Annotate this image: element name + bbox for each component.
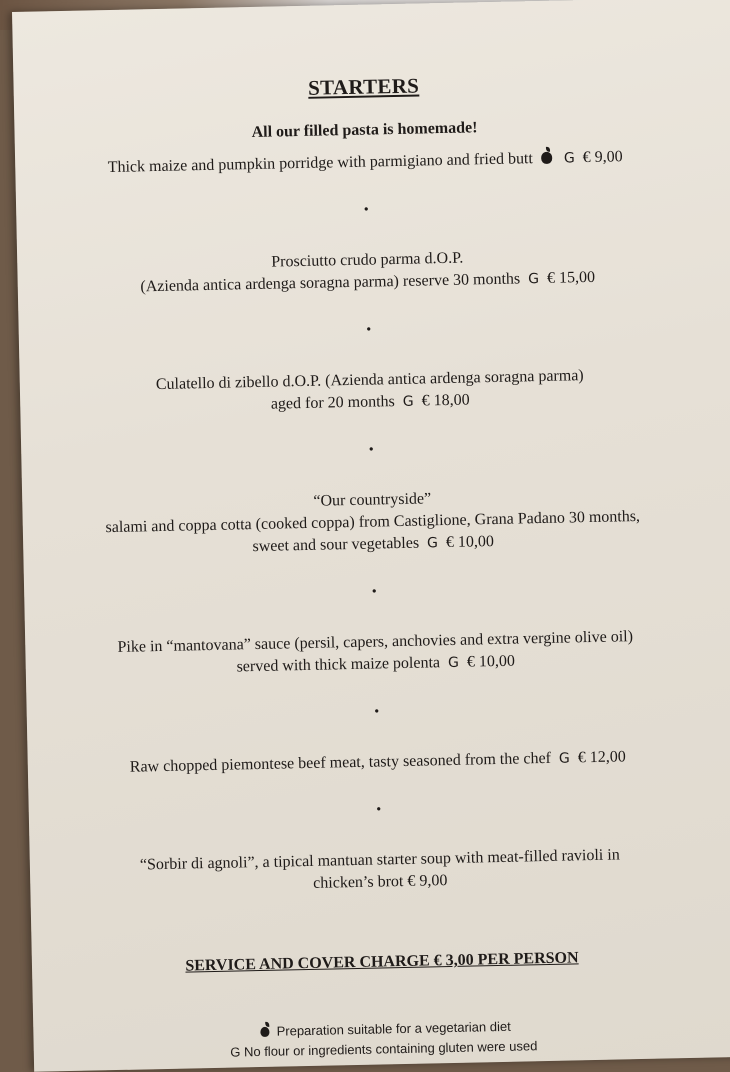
legend-gluten-free-text: No flour or ingredients containing gluten were used bbox=[243, 1038, 538, 1060]
legend-vegetarian-text: Preparation suitable for a vegetarian diet bbox=[276, 1018, 511, 1039]
menu-item-pike bbox=[45, 625, 706, 683]
dish-description: aged for 20 months bbox=[270, 393, 395, 413]
vegetarian-apple-icon bbox=[541, 152, 552, 164]
gluten-free-icon: G bbox=[447, 654, 460, 672]
dish-name: “Our countryside” bbox=[313, 490, 432, 510]
separator-bullet: • bbox=[366, 322, 372, 338]
dish-price: € 18,00 bbox=[421, 391, 470, 410]
dish-name: Raw chopped piemontese beef meat, tasty seasoned from the chef bbox=[129, 749, 552, 776]
menu-item-porridge bbox=[35, 145, 695, 181]
menu-content bbox=[33, 58, 714, 1067]
menu-page bbox=[12, 0, 730, 1072]
dish-name: Culatello di zibello d.O.P. (Azienda antica ardenga soragna parma) bbox=[155, 367, 584, 394]
gluten-free-icon: G bbox=[426, 535, 439, 552]
dish-description: Thick maize and pumpkin porridge with parmigiano and fried butt bbox=[107, 150, 534, 177]
gluten-free-icon: G bbox=[402, 393, 414, 410]
service-charge-note: SERVICE AND COVER CHARGE € 3,00 PER PERSON bbox=[185, 949, 579, 975]
dish-price: € 10,00 bbox=[445, 533, 495, 552]
separator-bullet: • bbox=[374, 704, 380, 720]
dish-name: Pike in “mantovana” sauce (persil, capers, anchovies and extra vergine olive oil) bbox=[117, 628, 634, 656]
menu-item-culatello bbox=[40, 363, 701, 421]
separator-bullet: • bbox=[376, 802, 382, 818]
separator-bullet: • bbox=[368, 442, 374, 458]
menu-item-prosciutto bbox=[37, 243, 698, 301]
dish-description-continued: sweet and sour vegetables bbox=[252, 534, 420, 556]
dish-description: salami and coppa cotta (cooked coppa) from Castiglione, Grana Padano 30 months, bbox=[105, 507, 641, 537]
dish-name: “Sorbir di agnoli”, a tipical mantuan starter soup with meat-filled ravioli in bbox=[139, 846, 620, 874]
gluten-free-icon: G bbox=[528, 271, 540, 288]
gluten-free-icon: G bbox=[558, 750, 570, 767]
dish-price: € 10,00 bbox=[466, 652, 516, 671]
dish-description: (Azienda antica ardenga soragna parma) reserve 30 months bbox=[140, 270, 521, 296]
vegetarian-apple-icon bbox=[260, 1027, 269, 1037]
menu-subheading: All our filled pasta is homemade! bbox=[251, 119, 478, 142]
dish-description: served with thick maize polenta bbox=[236, 654, 441, 676]
dish-description: chicken’s brot bbox=[313, 872, 404, 892]
gluten-free-icon: G bbox=[563, 150, 575, 167]
dish-name: Prosciutto crudo parma d.O.P. bbox=[271, 249, 464, 271]
dish-price: € 12,00 bbox=[577, 748, 626, 767]
page-title: STARTERS bbox=[307, 73, 420, 100]
dish-price: € 9,00 bbox=[407, 872, 448, 890]
menu-item-beef bbox=[48, 745, 708, 781]
separator-bullet: • bbox=[363, 202, 369, 218]
dish-price: € 9,00 bbox=[582, 148, 623, 167]
dietary-legend bbox=[53, 1013, 714, 1067]
menu-item-countryside bbox=[42, 483, 703, 563]
menu-item-sorbir bbox=[50, 843, 711, 901]
separator-bullet: • bbox=[371, 584, 377, 600]
dish-price: € 15,00 bbox=[546, 268, 596, 287]
gluten-free-icon: G bbox=[230, 1044, 241, 1060]
